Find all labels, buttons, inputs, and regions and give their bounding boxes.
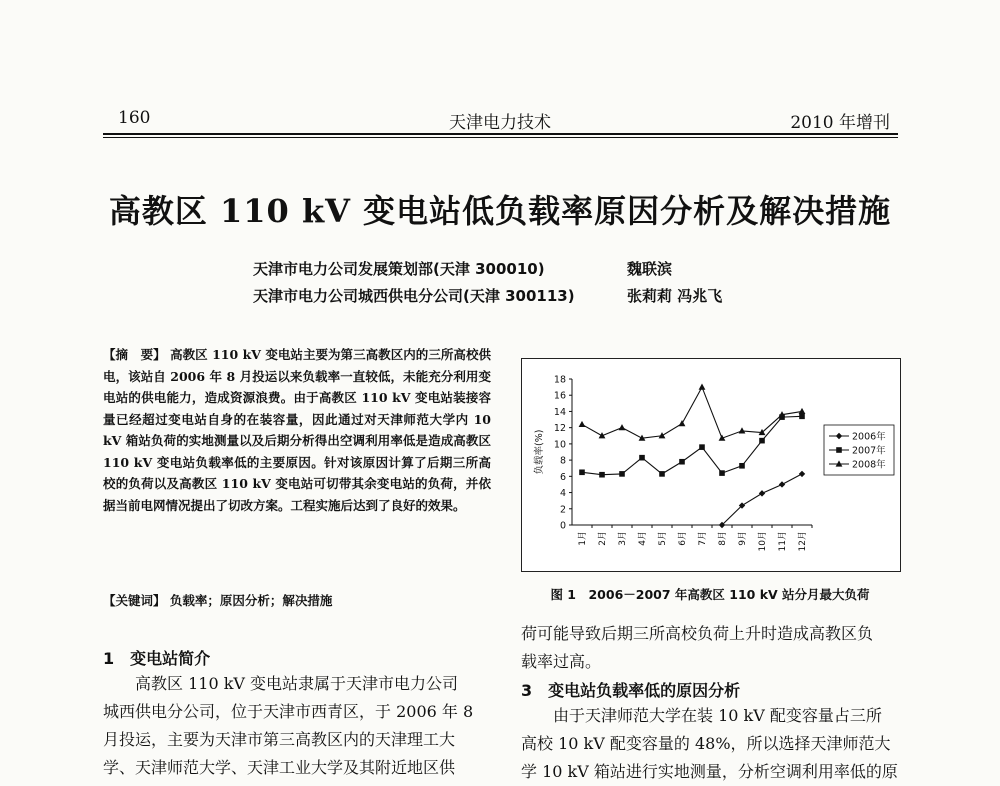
data-point-2008年 <box>799 408 806 414</box>
x-tick-label: 7月 <box>698 531 708 546</box>
figure-1-caption: 图 1 2006－2007 年高教区 110 kV 站分月最大负荷 <box>550 587 870 602</box>
x-tick-label: 11月 <box>778 531 788 552</box>
section-1-body <box>103 670 491 782</box>
x-tick-label: 9月 <box>738 531 748 546</box>
section-3-body <box>521 702 901 786</box>
y-tick-label: 8 <box>559 455 566 467</box>
abstract-text: 高教区 110 kV 变电站主要为第三高教区内的三所高校供电，该站自 2006 年 8 月投运以来负载率一直较低，未能充分利用变电站的供电能力，造成资源浪费。由于高教区 110 kV 变电站装接容量已经超过变电站自身的在装容量，因此通过对天津师范大学内 10 kV 箱站负荷的实地测量以及后期分析得出空调利用率低是造成高教区 110 kV 变电站负载率低的主要原因。针对该原因计算了后期三所高校的负荷以及高教区 110 kV 变电站可切带其余变电站的负荷，并依据当前电网情况提出了切改方案。工程实施后达到了良好的效果。 <box>103 347 491 513</box>
body-line: 高校 10 kV 配变容量的 48%，所以选择天津师范大 <box>521 734 891 753</box>
affiliation-1: 天津市电力公司发展策划部(天津 300010) <box>253 260 545 278</box>
affiliation-2: 天津市电力公司城西供电分公司(天津 300113) <box>253 287 575 305</box>
x-tick-label: 1月 <box>578 531 588 546</box>
y-axis-label: 负载率(%) <box>534 429 545 475</box>
data-point-2007年 <box>599 472 605 478</box>
y-tick-label: 6 <box>559 471 566 483</box>
body-line: 城西供电分公司，位于天津市西青区，于 2006 年 8 <box>103 702 474 721</box>
load-rate-chart <box>522 359 900 571</box>
data-point-2006年 <box>799 471 805 477</box>
data-point-2007年 <box>719 470 725 476</box>
series-line-2006年 <box>722 474 802 525</box>
header-rule <box>103 133 898 135</box>
body-line: 学、天津师范大学、天津工业大学及其附近地区供 <box>103 758 456 777</box>
y-tick-label: 0 <box>559 520 566 532</box>
body-line: 月投运，主要为天津市第三高教区内的天津理工大 <box>103 730 456 749</box>
data-point-2008年 <box>679 420 686 426</box>
series-line-2008年 <box>582 387 802 438</box>
body-line: 由于天津师范大学在装 10 kV 配变容量占三所 <box>553 706 882 725</box>
data-point-2007年 <box>759 438 765 444</box>
data-point-2008年 <box>699 384 706 390</box>
abstract <box>103 344 491 516</box>
data-point-2007年 <box>579 469 585 475</box>
figure-1-frame <box>521 358 901 572</box>
keywords-label: 【关键词】 <box>103 593 166 608</box>
legend-label: 2008年 <box>852 459 886 471</box>
y-tick-label: 16 <box>553 390 566 402</box>
series-line-2007年 <box>582 416 802 474</box>
body-line: 学 10 kV 箱站进行实地测量，分析空调利用率低的原 <box>521 762 898 781</box>
data-point-2006年 <box>759 490 765 496</box>
data-point-2007年 <box>739 463 745 469</box>
x-tick-label: 3月 <box>618 531 628 546</box>
keywords-text: 负载率；原因分析；解决措施 <box>169 593 333 608</box>
data-point-2007年 <box>699 444 705 450</box>
y-tick-label: 10 <box>553 439 566 451</box>
header-rule-thin <box>103 137 898 138</box>
x-tick-label: 4月 <box>638 531 648 546</box>
data-point-2006年 <box>779 481 785 487</box>
body-line: 载率过高。 <box>521 652 602 671</box>
page-number: 160 <box>118 108 151 128</box>
data-point-2007年 <box>799 414 805 420</box>
x-tick-label: 6月 <box>678 531 688 546</box>
x-tick-label: 8月 <box>718 531 728 546</box>
section-3-heading: 3 变电站负载率低的原因分析 <box>521 681 741 700</box>
x-tick-label: 10月 <box>758 531 768 552</box>
y-tick-label: 18 <box>553 374 566 386</box>
data-point-2007年 <box>659 471 665 477</box>
right-column-body <box>521 620 901 676</box>
paper-title: 高教区 110 kV 变电站低负载率原因分析及解决措施 <box>108 192 892 230</box>
issue-label: 2010 年增刊 <box>790 113 890 133</box>
data-point-2008年 <box>579 421 586 427</box>
x-tick-label: 5月 <box>658 531 668 546</box>
legend-label: 2007年 <box>852 445 886 457</box>
y-tick-label: 4 <box>559 488 566 500</box>
data-point-2008年 <box>739 427 746 433</box>
data-point-2007年 <box>619 471 625 477</box>
y-tick-label: 14 <box>553 406 566 418</box>
abstract-label: 【摘 要】 <box>103 347 166 362</box>
author-names-1: 魏联滨 <box>627 260 673 278</box>
data-point-2008年 <box>659 432 666 438</box>
data-point-2008年 <box>619 424 626 430</box>
body-line: 荷可能导致后期三所高校负荷上升时造成高教区负 <box>521 624 874 643</box>
legend-label: 2006年 <box>852 431 886 443</box>
legend-marker <box>836 447 842 453</box>
journal-name: 天津电力技术 <box>449 113 551 133</box>
section-1-heading: 1 变电站简介 <box>103 649 211 668</box>
data-point-2007年 <box>639 455 645 461</box>
y-tick-label: 12 <box>553 423 566 435</box>
y-tick-label: 2 <box>559 504 566 516</box>
data-point-2007年 <box>679 459 685 465</box>
author-names-2: 张莉莉 冯兆飞 <box>627 287 723 305</box>
x-tick-label: 2月 <box>598 531 608 546</box>
body-line: 高教区 110 kV 变电站隶属于天津市电力公司 <box>135 674 459 693</box>
keywords <box>103 590 491 612</box>
x-tick-label: 12月 <box>798 531 808 552</box>
